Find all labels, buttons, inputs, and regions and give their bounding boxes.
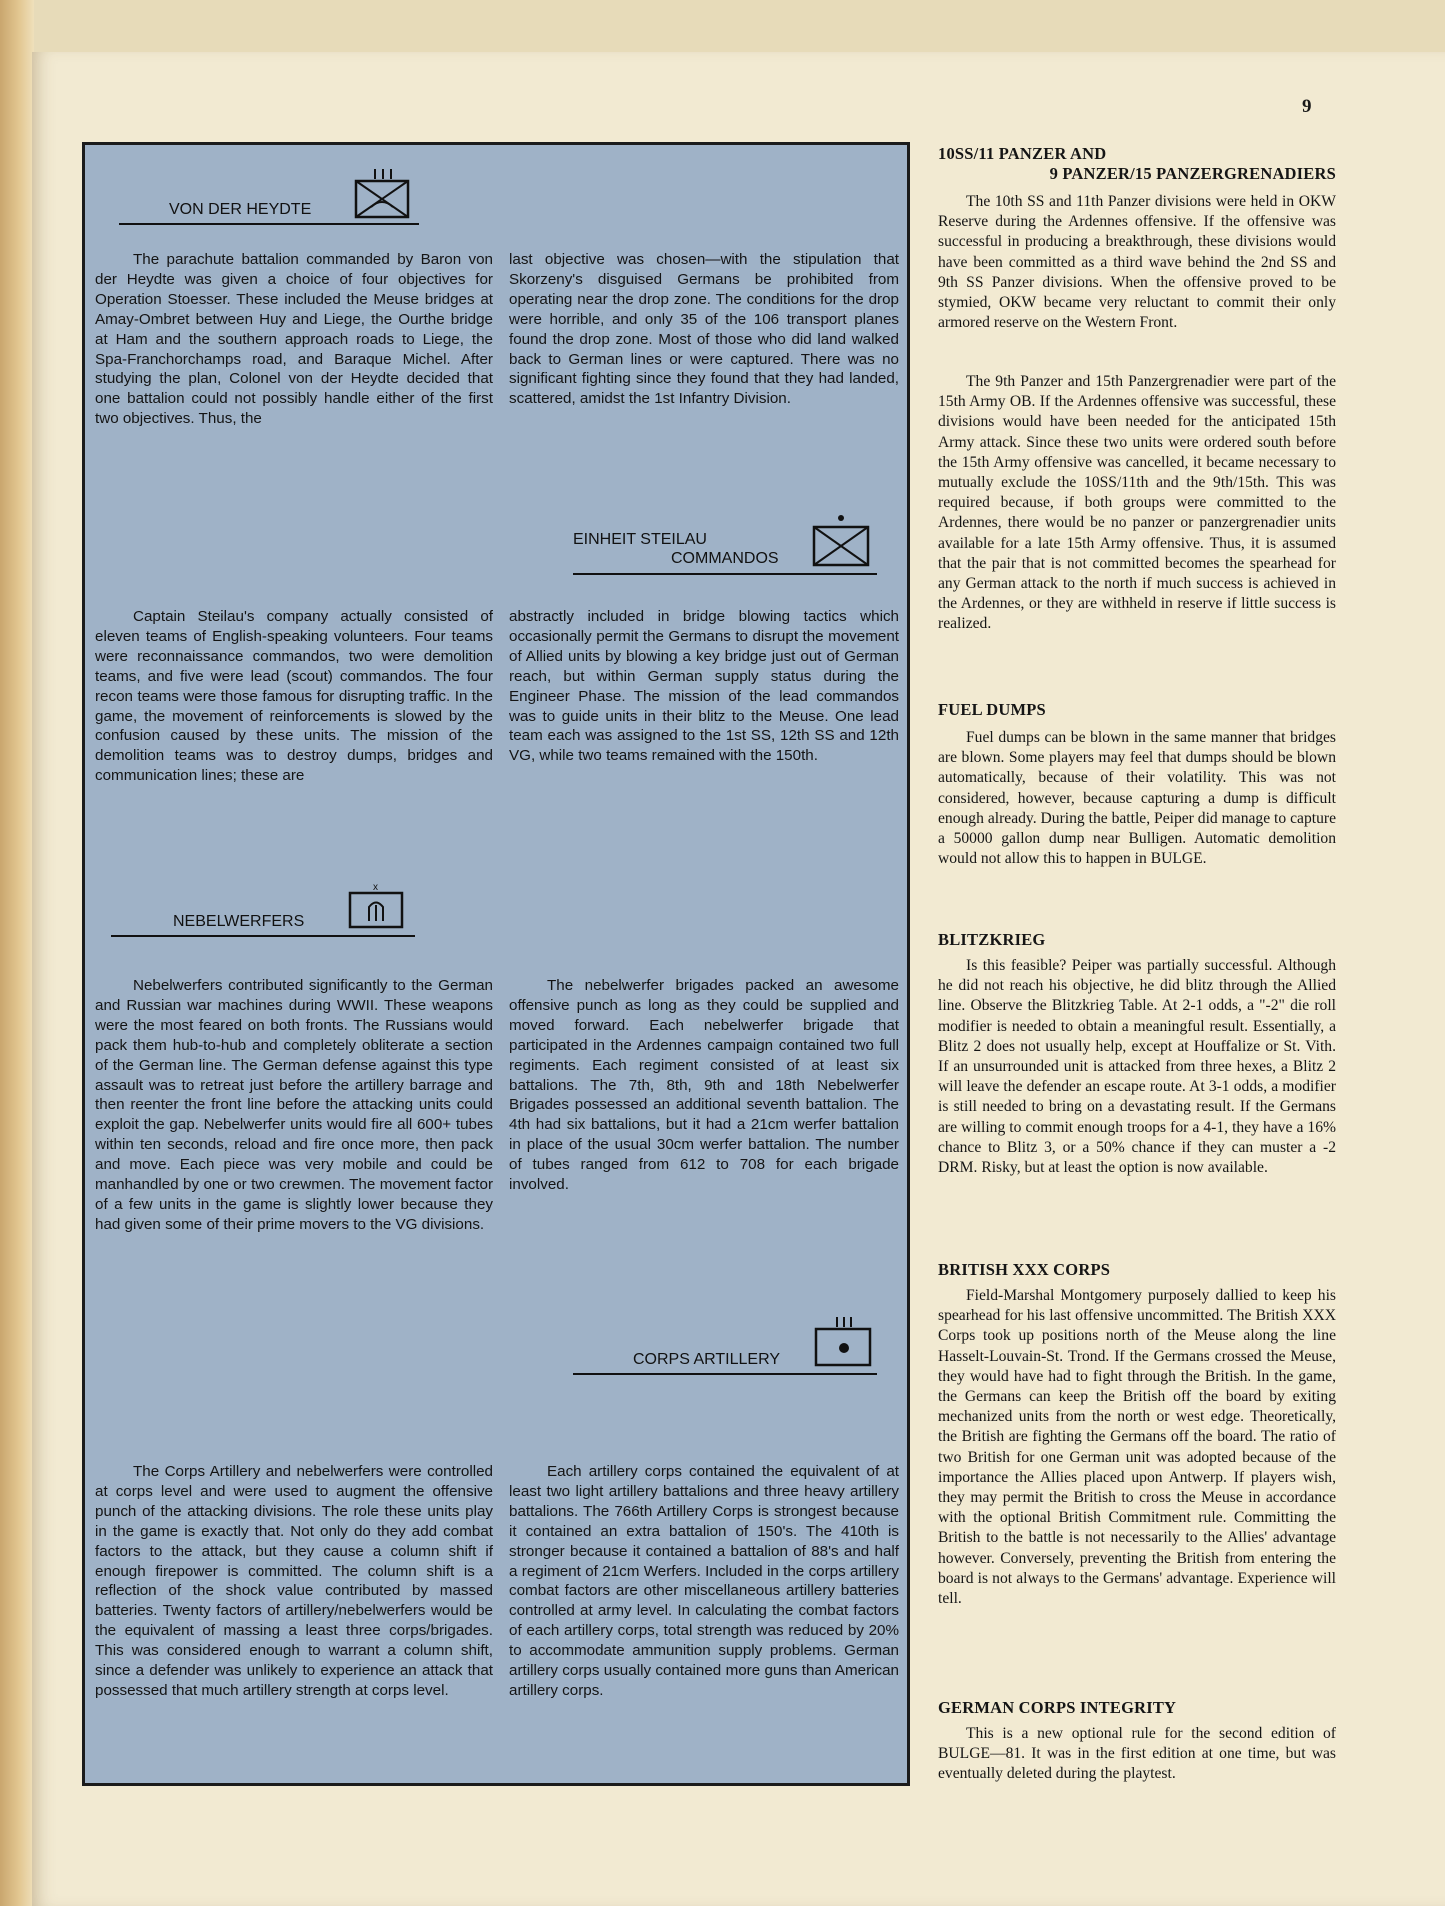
british-xxx-corps-paragraph: Field-Marshal Montgomery purposely dallied to keep his spearhead for his last offensive uncommitted. The British XXX Corps took up positions north of the Meuse along the line Hasselt-Louvain-St. Trond. If the Germans crossed the Meuse, they would have had to fight through the British. In the game, the Germans can keep the British off the board by exiting mechanized units from the north or west edge. Theoretically, the British are fighting the Germans off the board. The ratio of two British for one German unit was adopted because of the importance the Allies placed upon Antwerp. If players wish, they may permit the British to cross the Meuse in accordance with the optional British Commitment rule. Committing the British to the battle is not necessarily to the Allies' advantage however. Conversely, preventing the British from entering the board is not always to the Germans' advantage. Experience will tell.	[938, 1287, 1336, 1608]
corps-artillery-text-col1: The Corps Artillery and nebelwerfers were controlled at corps level and were used to augment the offensive punch of the attacking divisions. The role these units play in the game is exactly that. Not only do they add combat factors to the attack, but they cause a column shift if enough firepower is committed. The column shift is a reflection of the shock value contributed by massed batteries. Twenty factors of artillery/nebelwerfers would be the equivalent of massing a least three corps/brigades. This was considered enough to warrant a column shift, since a defender was unlikely to experience an attack that possessed that much artillery strength at corps level.	[95, 1463, 493, 1699]
von-der-heydte-text-col2: last objective was chosen—with the stipulation that Skorzeny's disguised Germans be prohibited from operating near the drop zone. The conditions for the drop were horrible, and only 35 of the 106 transport planes found the drop zone. Most of those who did land walked back to German lines or were captured. There was no significant fighting since they found that they had landed, scattered, amidst the 1st Infantry Division.	[509, 251, 899, 408]
german-corps-integrity-paragraph: This is a new optional rule for the second edition of BULGE—81. It was in the first edition at one time, but was eventually deleted during the playtest.	[938, 1725, 1336, 1783]
panzer-paragraph-2: The 9th Panzer and 15th Panzergrenadier were part of the 15th Army OB. If the Ardennes offensive was successful, these divisions would have been needed for the anticipated 15th Army attack. Since these two units were ordered south before the 15th Army offensive was cancelled, it became necessary to mutually exclude the 10SS/11th and the 9th/15th. This was required because, if both groups were committed to the Ardennes, there would be no panzer or panzergrenadier units available for a late 15th Army offensive. Thus, it is assumed that the pair that is not committed becomes the spearhead for any German attack to the north if much success is achieved in the Ardennes, or they are withheld in reserve if little success is realized.	[938, 373, 1336, 633]
section-rule	[111, 935, 415, 937]
section-title-steilau-line2: COMMANDOS	[671, 550, 779, 567]
heading-fuel-dumps: FUEL DUMPS	[938, 700, 1046, 719]
von-der-heydte-text-col1: The parachute battalion commanded by Baron von der Heydte was given a choice of four objectives for Operation Stoesser. These included the Meuse bridges at Amay-Ombret between Huy and Liege, the Ourthe bridge at Ham and the southern approach roads to Liege, the Spa-Franchorchamps road, and Baraque Michel. After studying the plan, Colonel von der Heydte decided that one battalion could not possibly handle either of the first two objectives. Thus, the	[95, 251, 493, 428]
heading-panzer-line1: 10SS/11 PANZER AND	[938, 144, 1107, 163]
corps-artillery-text-col2: Each artillery corps contained the equivalent of at least two light artillery battalions and three heavy artillery battalions. The 766th Artillery Corps is strongest because it contained an extra battalion of 150's. The 410th is stronger because it contained a battalion of 88's and half a regiment of 21cm Werfers. Included in the corps artillery combat factors are other miscellaneous artillery batteries controlled at army level. In calculating the combat factors of each artillery corps, total strength was reduced by 20% to accommodate ammunition supply problems. German artillery corps usually contained more guns than American artillery corps.	[509, 1463, 899, 1699]
paratrooper-unit-symbol-icon	[353, 167, 411, 221]
panzer-paragraph-1: The 10th SS and 11th Panzer divisions were held in OKW Reserve during the Ardennes offensive. If the offensive was successful in producing a breakthrough, these divisions would have been committed as a third wave behind the 2nd SS and 9th SS Panzer divisions. When the offensive proved to be stymied, OKW became very reluctant to commit their only armored reserve on the Western Front.	[938, 193, 1336, 332]
heading-blitzkrieg: BLITZKRIEG	[938, 930, 1046, 949]
rocket-launcher-unit-symbol-icon	[347, 881, 405, 931]
heading-british-xxx-corps: BRITISH XXX CORPS	[938, 1260, 1111, 1279]
nebelwerfers-text-col1: Nebelwerfers contributed significantly to the German and Russian war machines during WWII. These weapons were the most feared on both fronts. The Russians would pack them hub-to-hub and completely obliterate a section of the German line. The German defense against this type assault was to retreat just before the artillery barrage and then reenter the front line before the attacking units could exploit the gap. Nebelwerfer units would fire all 600+ tubes within ten seconds, reload and fire once more, then pack and move. Each piece was very mobile and could be manhandled by one or two crewmen. The movement factor of a few units in the game is slightly lower because they had given some of their prime movers to the VG divisions.	[95, 977, 493, 1233]
sidebar-box	[82, 142, 910, 1786]
section-title-nebelwerfers: NEBELWERFERS	[173, 913, 305, 930]
page-number: 9	[1302, 96, 1312, 117]
nebelwerfers-text-col2: The nebelwerfer brigades packed an awesome offensive punch as long as they could be supplied and moved forward. Each nebelwerfer brigade that participated in the Ardennes campaign contained two full regiments. Each regiment consisted of at least six battalions. The 7th, 8th, 9th and 18th Nebelwerfer Brigades possessed an additional seventh battalion. The 4th had six battalions, but it had a 21cm werfer battalion in place of the usual 30cm werfer battalion. The number of tubes ranged from 612 to 708 for each brigade involved.	[509, 977, 899, 1194]
section-rule	[573, 573, 877, 575]
fuel-dumps-paragraph: Fuel dumps can be blown in the same manner that bridges are blown. Some players may feel that dumps should be blown automatically, because of their volatility. This was not considered, however, because capturing a dump is difficult enough already. During the battle, Peiper did manage to capture a 50000 gallon dump near Bulligen. Automatic demolition would not allow this to happen in BULGE.	[938, 729, 1336, 868]
blitzkrieg-paragraph: Is this feasible? Peiper was partially successful. Although he did not reach his objective, he did blitz through the Allied line. Observe the Blitzkrieg Table. At 2-1 odds, a "-2" die roll modifier is needed to obtain a meaningful result. Essentially, a Blitz 2 does not usually help, except at Houffalize or St. Vith. If an unsurrounded unit is attacked from three hexes, a Blitz 2 will leave the defender an escape route. At 3-1 odds, a modifier is still needed to bring on a devastating result. If the Germans are willing to commit enough troops for a 4-1, they have a 16% chance to Blitz 3, or a 50% chance if they can muster a -2 DRM. Risky, but at least the option is now available.	[938, 957, 1336, 1177]
section-title-von-der-heydte: VON DER HEYDTE	[169, 201, 312, 218]
artillery-unit-symbol-icon	[813, 1315, 875, 1369]
steilau-text-col1: Captain Steilau's company actually consisted of eleven teams of English-speaking volunteers. Four teams were reconnaissance commandos, two were demolition teams, and five were lead (scout) commandos. The four recon teams were those famous for disrupting traffic. In the game, the movement of reinforcements is slowed by the confusion caused by these units. The mission of the demolition teams was to destroy dumps, bridges and communication lines; these are	[95, 608, 493, 785]
section-rule	[119, 223, 419, 225]
page-binding-shadow	[0, 0, 34, 1906]
commando-unit-symbol-icon	[811, 513, 873, 569]
heading-german-corps-integrity: GERMAN CORPS INTEGRITY	[938, 1698, 1177, 1717]
section-title-steilau-line1: EINHEIT STEILAU	[573, 531, 707, 548]
section-title-corps-artillery: CORPS ARTILLERY	[633, 1351, 781, 1368]
steilau-text-col2: abstractly included in bridge blowing tactics which occasionally permit the Germans to disrupt the movement of Allied units by blowing a key bridge just out of German reach, but within German supply status during the Engineer Phase. The mission of the lead commandos was to guide units in their blitz to the Meuse. One lead team each was assigned to the 1st SS, 12th SS and 12th VG, while two teams remained with the 150th.	[509, 608, 899, 765]
heading-panzer-line2: 9 PANZER/15 PANZERGRENADIERS	[1049, 164, 1336, 183]
section-rule	[573, 1373, 877, 1375]
svg-text:x: x	[373, 882, 378, 893]
